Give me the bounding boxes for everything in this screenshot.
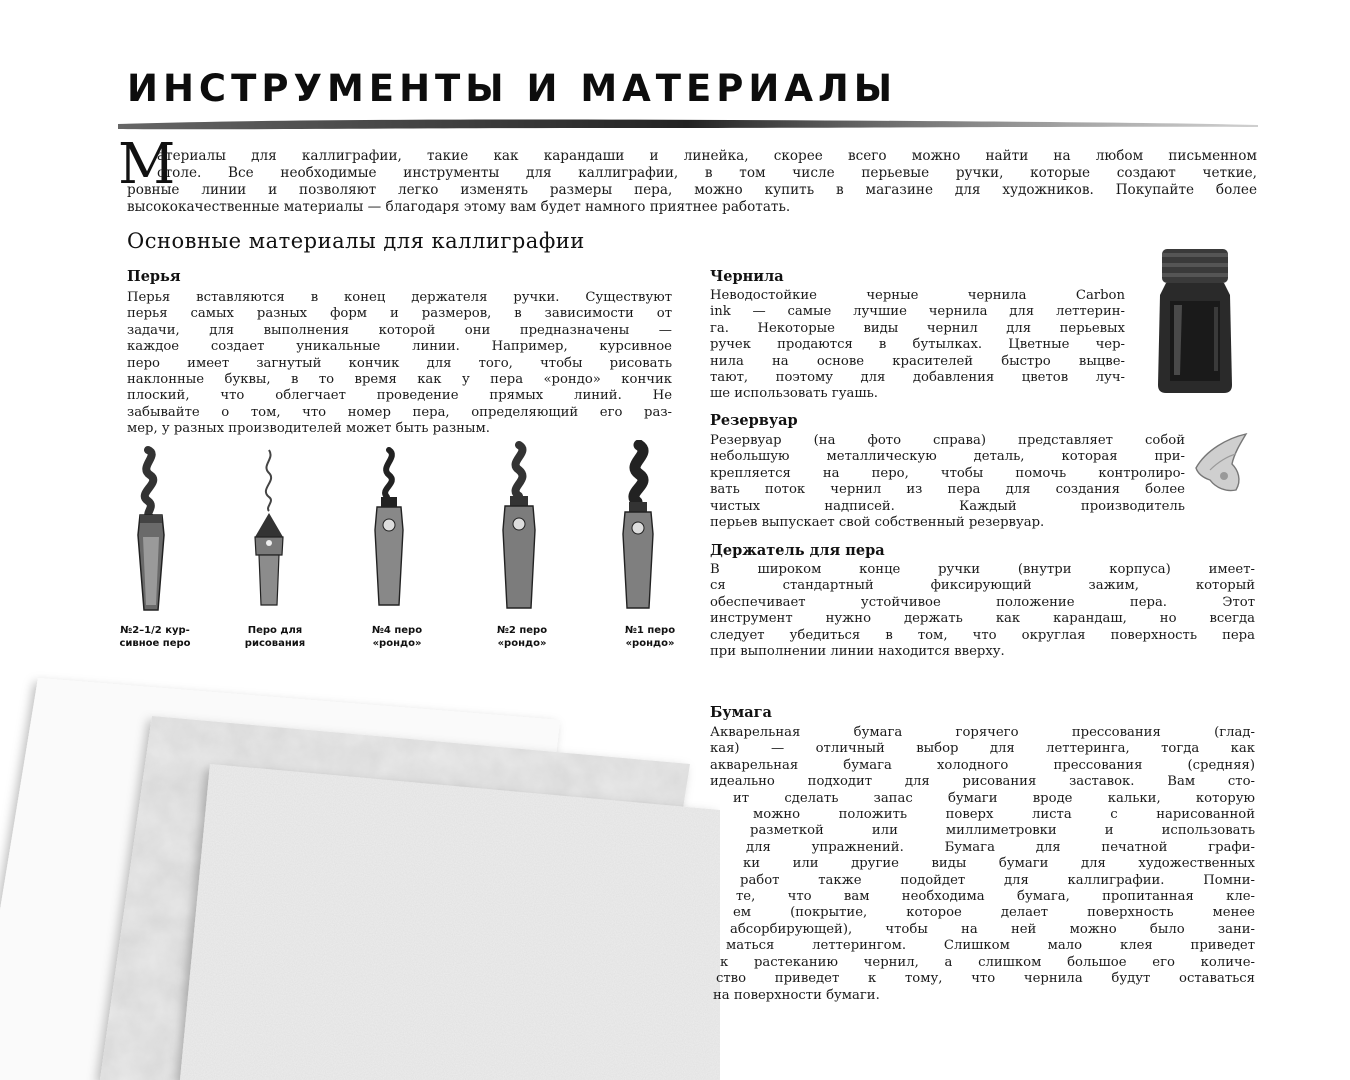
paper-line: для упражнений. Бумага для печатной графи-	[746, 839, 1255, 855]
nibs-line: забывайте о том, что номер пера, определяющий его раз-	[127, 404, 672, 420]
paper-line: к растеканию чернил, а слишком большое его количе-	[720, 954, 1255, 970]
ink-paragraph	[710, 288, 1125, 403]
nibs-paragraph	[127, 290, 672, 438]
nib-caption-line: «рондо»	[497, 638, 547, 649]
holder-line: обеспечивает устойчивое положение пера. Этот	[710, 594, 1255, 610]
paper-paragraph	[710, 725, 1255, 1004]
paper-line: кая) — отличный выбор для леттеринга, тогда как	[710, 741, 1255, 757]
paper-line: те, что вам необходима бумага, пропитанная кле-	[736, 889, 1255, 905]
ink-line: тают, поэтому для добавления цветов луч-	[710, 370, 1125, 386]
paper-line: идеально подходит для рисования заставок. Вам сто-	[710, 774, 1255, 790]
nib-caption	[467, 624, 577, 650]
intro-line: ровные линии и позволяют легко изменять размеры пера, можно купить в магазине для художников. Покупайте более	[127, 182, 1257, 198]
intro-line: атериалы для каллиграфии, такие как карандаши и линейка, скорее всего можно найти на любом письменном	[157, 148, 1257, 164]
intro-line: столе. Все необходимые инструменты для каллиграфии, в том числе перьевые ручки, которые создают четкие,	[157, 165, 1257, 181]
ink-bottle-photo	[1140, 245, 1250, 395]
reservoir-heading: Резервуар	[710, 412, 798, 429]
paper-line: ит сделать запас бумаги вроде кальки, которую	[733, 790, 1255, 806]
nib-caption-line: №2 перо	[496, 625, 548, 636]
ink-line: ink — самые лучшие чернила для леттерин-	[710, 304, 1125, 320]
intro-line: высококачественные материалы — благодаря этому вам будет намного приятнее работать.	[127, 199, 791, 215]
nib-caption	[100, 624, 210, 650]
paper-line: можно положить поверх листа с нарисованной	[753, 807, 1255, 823]
title-underline-brushstroke	[118, 116, 1258, 132]
nib-caption-line: «рондо»	[625, 638, 675, 649]
reservoir-line: вать поток чернил из пера для создания более	[710, 482, 1185, 498]
nibs-line: плоский, что облегчает проведение прямых линий. Не	[127, 388, 672, 404]
nib-caption	[220, 624, 330, 650]
nib-caption-line: №2–1/2 кур-	[120, 625, 190, 636]
nibs-line: задачи, для выполнения которой они предназначены —	[127, 322, 672, 338]
holder-heading: Держатель для пера	[710, 542, 885, 559]
reservoir-line: чистых надписей. Каждый производитель	[710, 498, 1185, 514]
nibs-heading: Перья	[127, 268, 181, 285]
holder-line: В широком конце ручки (внутри корпуса) имеет-	[710, 562, 1255, 577]
holder-line: инструмент нужно держать как карандаш, но всегда	[710, 611, 1255, 627]
paper-line: ки или другие виды бумаги для художественных	[743, 856, 1255, 872]
page-title: ИНСТРУМЕНТЫ И МАТЕРИАЛЫ	[127, 67, 898, 110]
paper-line: ство приведет к тому, что чернила будут оставаться	[716, 971, 1255, 987]
paper-line: акварельная бумага холодного прессования (средняя)	[710, 757, 1255, 773]
nibs-line: мер, у разных производителей может быть разным.	[127, 421, 490, 437]
round-nib-4-illustration	[355, 445, 425, 615]
nibs-line: наклонные буквы, в то время как у пера «рондо» кончик	[127, 372, 672, 388]
round-nib-1-illustration	[603, 440, 673, 610]
holder-paragraph	[710, 562, 1255, 660]
ink-line: га. Некоторые виды чернил для перьевых	[710, 320, 1125, 336]
round-nib-2-illustration	[485, 440, 555, 610]
paper-heading: Бумага	[710, 704, 772, 721]
holder-line: следует убедиться в том, что округлая поверхность пера	[710, 627, 1255, 643]
holder-line: ся стандартный фиксирующий зажим, который	[710, 578, 1255, 594]
reservoir-paragraph	[710, 433, 1185, 531]
ink-line: Неводостойкие черные чернила Carbon	[710, 288, 1125, 303]
reservoir-line: небольшую металлическую деталь, которая при-	[710, 449, 1185, 465]
section-heading: Основные материалы для каллиграфии	[127, 229, 585, 253]
ink-line: ше использовать гуашь.	[710, 386, 878, 402]
ink-line: ручек продаются в бутылках. Цветные чер-	[710, 337, 1125, 353]
paper-line: работ также подойдет для каллиграфии. Помни-	[740, 872, 1255, 888]
paper-line: разметкой или миллиметровки и использовать	[750, 823, 1255, 839]
paper-line: абсорбирующей), чтобы на ней можно было зани-	[730, 921, 1255, 937]
paper-line: на поверхности бумаги.	[713, 987, 880, 1003]
paper-line: Акварельная бумага горячего прессования (глад-	[710, 725, 1255, 740]
reservoir-line: перьев выпускает свой собственный резервуар.	[710, 515, 1045, 531]
italic-nib-illustration	[118, 445, 188, 615]
nibs-line: Перья вставляются в конец держателя ручки. Существуют	[127, 290, 672, 305]
paper-line: маться леттерингом. Слишком мало клея приведет	[726, 938, 1255, 954]
ink-heading: Чернила	[710, 268, 784, 285]
reservoir-photo	[1188, 430, 1258, 500]
nibs-line: перо имеет загнутый кончик для того, чтобы рисовать	[127, 355, 672, 371]
intro-drop-cap: М	[118, 132, 176, 197]
nibs-line: перья самых разных форм и размеров, в зависимости от	[127, 306, 672, 322]
drawing-nib-illustration	[235, 445, 305, 615]
nib-caption-line: №1 перо	[624, 625, 676, 636]
holder-line: при выполнении линии находится вверху.	[710, 644, 1005, 660]
nib-caption	[342, 624, 452, 650]
ink-line: нила на основе красителей быстро выцве-	[710, 353, 1125, 369]
nibs-line: каждое создает уникальные линии. Например, курсивное	[127, 339, 672, 355]
nib-caption	[595, 624, 705, 650]
reservoir-line: Резервуар (на фото справа) представляет собой	[710, 433, 1185, 448]
nib-caption-line: рисования	[244, 638, 306, 649]
nib-caption-line: сивное перо	[119, 638, 191, 649]
intro-paragraph	[127, 148, 1257, 216]
nib-caption-line: «рондо»	[372, 638, 422, 649]
reservoir-line: крепляется на перо, чтобы помочь контролиро-	[710, 465, 1185, 481]
nib-caption-line: Перо для	[247, 625, 303, 636]
paper-sheets-photo	[0, 660, 720, 1080]
nib-caption-line: №4 перо	[371, 625, 423, 636]
paper-line: ем (покрытие, которое делает поверхность менее	[733, 905, 1255, 921]
